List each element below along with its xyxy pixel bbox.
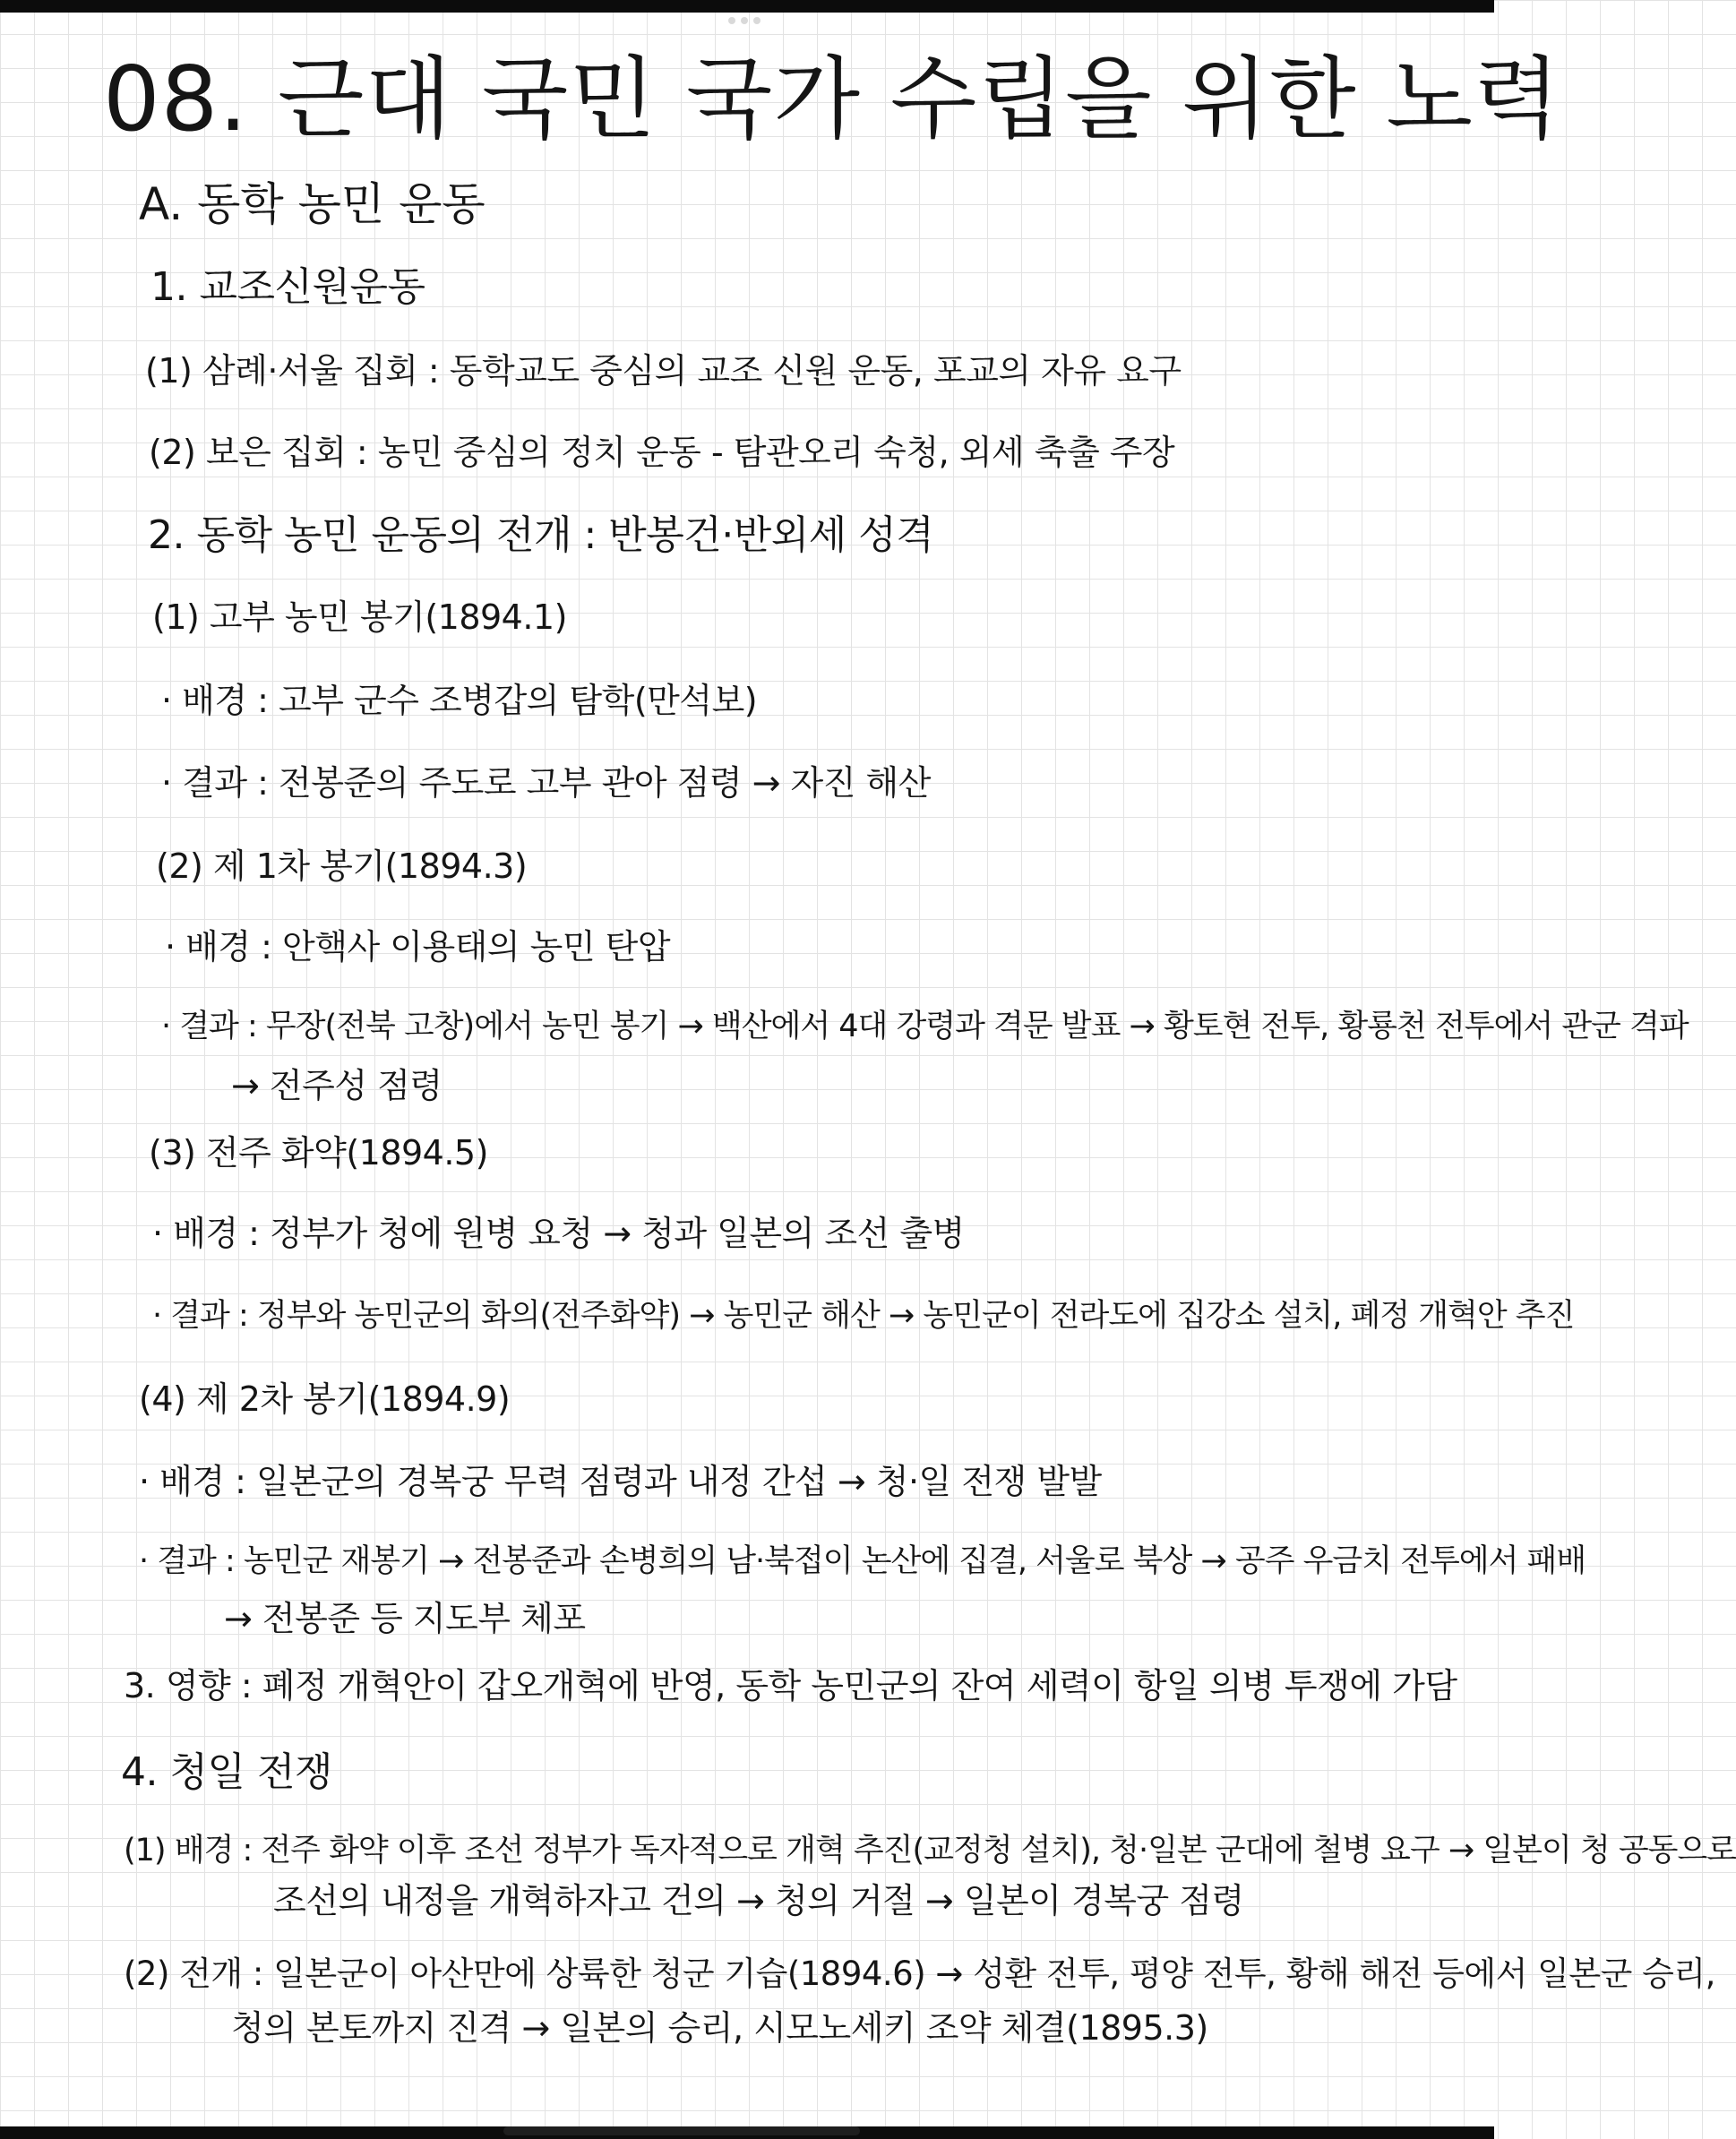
- subsection-heading: 1. 교조신원운동: [150, 264, 425, 310]
- note-line: (2) 전개 : 일본군이 아산만에 상륙한 청군 기습(1894.6) → 성환 전투, 평양 전투, 황해 해전 등에서 일본군 승리,: [124, 1954, 1715, 1993]
- top-status-bar: [0, 0, 1494, 13]
- note-line: · 배경 : 고부 군수 조병갑의 탐학(만석보): [161, 681, 758, 720]
- note-line: · 결과 : 정부와 농민군의 화의(전주화약) → 농민군 해산 → 농민군이 전라도에 집강소 설치, 폐정 개혁안 추진: [152, 1298, 1575, 1334]
- section-heading: A. 동학 농민 운동: [139, 178, 486, 230]
- note-line: (2) 제 1차 봉기(1894.3): [156, 846, 528, 886]
- note-line: · 배경 : 일본군의 경복궁 무력 점령과 내정 간섭 → 청·일 전쟁 발발: [139, 1462, 1102, 1501]
- subsection-heading: 3. 영향 : 폐정 개혁안이 갑오개혁에 반영, 동학 농민군의 잔여 세력이 항일 의병 투쟁에 가담: [124, 1666, 1457, 1705]
- multitask-handle[interactable]: [728, 17, 766, 24]
- page-title: 08. 근대 국민 국가 수립을 위한 노력: [103, 47, 1561, 151]
- note-line: (1) 고부 농민 봉기(1894.1): [152, 597, 567, 637]
- note-line: (1) 삼례·서울 집회 : 동학교도 중심의 교조 신원 운동, 포교의 자유 요구: [145, 351, 1182, 391]
- note-line: · 결과 : 무장(전북 고창)에서 농민 봉기 → 백산에서 4대 강령과 격문 발표 → 황토현 전투, 황룡천 전투에서 관군 격파: [161, 1009, 1689, 1044]
- home-indicator[interactable]: [503, 2126, 860, 2135]
- note-line: · 배경 : 정부가 청에 원병 요청 → 청과 일본의 조선 출병: [152, 1214, 965, 1253]
- note-line: 조선의 내정을 개혁하자고 건의 → 청의 거절 → 일본이 경복궁 점령: [273, 1881, 1244, 1920]
- note-line: (3) 전주 화약(1894.5): [149, 1133, 488, 1173]
- note-line: → 전주성 점령: [231, 1066, 443, 1105]
- subsection-heading: 4. 청일 전쟁: [121, 1749, 332, 1795]
- note-line: · 배경 : 안핵사 이용태의 농민 탄압: [165, 927, 671, 966]
- note-line: → 전봉준 등 지도부 체포: [224, 1599, 586, 1638]
- note-line: · 결과 : 전봉준의 주도로 고부 관아 점령 → 자진 해산: [161, 763, 931, 803]
- note-line: (2) 보은 집회 : 농민 중심의 정치 운동 - 탐관오리 숙청, 외세 축출 주장: [149, 433, 1175, 472]
- subsection-heading: 2. 동학 농민 운동의 전개 : 반봉건·반외세 성격: [148, 512, 934, 558]
- note-line: (4) 제 2차 봉기(1894.9): [139, 1379, 511, 1419]
- note-line: 청의 본토까지 진격 → 일본의 승리, 시모노세키 조약 체결(1895.3): [231, 2008, 1208, 2048]
- note-line: (1) 배경 : 전주 화약 이후 조선 정부가 독자적으로 개혁 추진(교정청 설치), 청·일본 군대에 철병 요구 → 일본이 청 공동으로: [124, 1833, 1736, 1868]
- note-line: · 결과 : 농민군 재봉기 → 전봉준과 손병희의 남·북접이 논산에 집결, 서울로 북상 → 공주 우금치 전투에서 패배: [139, 1543, 1586, 1579]
